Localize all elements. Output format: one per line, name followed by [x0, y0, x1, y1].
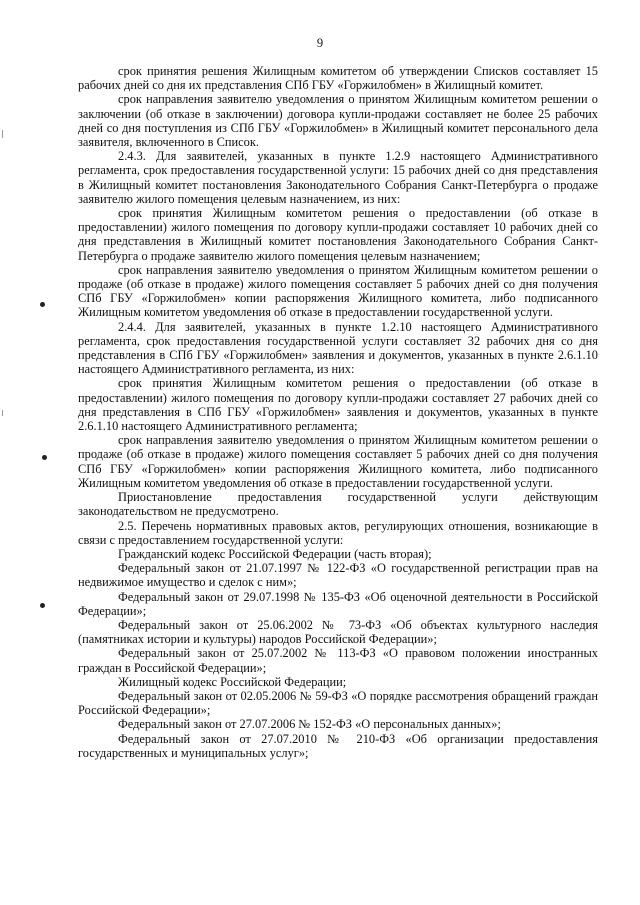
legal-act-152-fz: Федеральный закон от 27.07.2006 № 152-ФЗ «О персональных данных»;: [118, 717, 501, 732]
paragraph-notification-5-days-second: срок направления заявителю уведомления о принятом Жилищным комитетом решении о продаже (об отказе в продаже) жилого помещения составляет 5 рабочих дней со дня получения СПб ГБУ «Горжилобмен» копии распоряжения Жилищного комитета, либо подписанного Жилищным комитетом уведомления об отказе в предоставлении государственной услуги.: [78, 433, 598, 490]
document-body: [78, 64, 598, 760]
legal-act-73-fz: Федеральный закон от 25.06.2002 № 73-ФЗ «Об объектах культурного наследия (памятниках истории и культуры) народов Российской Федерации»;: [78, 617, 598, 647]
legal-act-210-fz: Федеральный закон от 27.07.2010 № 210-ФЗ «Об организации предоставления государственных и муниципальных услуг»;: [78, 731, 598, 760]
legal-act-59-fz: Федеральный закон от 02.05.2006 № 59-ФЗ «О порядке рассмотрения обращений граждан Российской Федерации»;: [78, 688, 598, 718]
legal-act-122-fz: Федеральный закон от 21.07.1997 № 122-ФЗ «О государственной регистрации прав на недвижимое имущество и сделок с ним»;: [78, 561, 598, 590]
paragraph-decision-10-days: срок принятия Жилищным комитетом решения о предоставлении (об отказе в предоставлении) жилого помещения по договору купли-продажи составляет 10 рабочих дней со дня представления в Жилищный комитет постановления Законодательного Собрания Санкт-Петербурга о продаже заявителю жилого помещения целевым назначением;: [78, 206, 598, 263]
margin-dot: [42, 455, 47, 460]
legal-act-housing-code: Жилищный кодекс Российской Федерации;: [118, 674, 347, 689]
scan-edge-mark: [2, 410, 3, 416]
paragraph-decision-27-days: срок принятия Жилищным комитетом решения о предоставлении (об отказе в предоставлении) жилого помещения по договору купли-продажи составляет 27 рабочих дней со дня представления в СПб ГБУ «Горжилобмен» заявления и документов, указанных в пункте 2.6.1.10 настоящего Административного регламента;: [78, 376, 598, 434]
scan-edge-mark: [2, 130, 3, 138]
page-number: 9: [316, 36, 324, 50]
paragraph-2-4-4: 2.4.4. Для заявителей, указанных в пункте 1.2.10 настоящего Административного регламента, срок предоставления государственной услуги составляет 32 рабочих дня со дня представления в СПб ГБУ «Горжилобмен» заявления и документов, указанных в пункте 2.6.1.10 настоящего Административного регламента, из них:: [78, 319, 598, 377]
paragraph-notification-25-days: срок направления заявителю уведомления о принятом Жилищным комитетом решении о заключении (об отказе в заключении) договора купли-продажи составляет не более 25 рабочих дней со дня поступления из СПб ГБУ «Горжилобмен» в Жилищный комитет персонального дела заявителя, включенного в Список.: [78, 92, 598, 150]
paragraph-suspension: Приостановление предоставления государственной услуги действующим законодательством не предусмотрено.: [78, 490, 598, 519]
paragraph-deadline-lists: срок принятия решения Жилищным комитетом об утверждении Списков составляет 15 рабочих дней со дня их представления СПб ГБУ «Горжилобмен» в Жилищный комитет.: [78, 64, 598, 93]
legal-act-113-fz: Федеральный закон от 25.07.2002 № 113-ФЗ «О правовом положении иностранных граждан в Российской Федерации»;: [78, 646, 598, 675]
paragraph-2-5-legal-acts: 2.5. Перечень нормативных правовых актов, регулирующих отношения, возникающие в связи с предоставлением государственной услуги:: [78, 518, 598, 547]
paragraph-2-4-3: 2.4.3. Для заявителей, указанных в пункте 1.2.9 настоящего Административного регламента, срок предоставления государственной услуги: 15 рабочих дней со дня представления в Жилищный комитет постановления Законодательного Собрания Санкт-Петербурга о продаже заявителю жилого помещения целевым назначением, из них:: [78, 149, 598, 206]
paragraph-notification-5-days: срок направления заявителю уведомления о принятом Жилищным комитетом решении о продаже (об отказе в продаже) жилого помещения составляет 5 рабочих дней со дня получения СПб ГБУ «Горжилобмен» копии распоряжения Жилищного комитета, либо подписанного Жилищным комитетом уведомления об отказе в предоставлении государственной услуги.: [78, 262, 598, 320]
margin-dot: [40, 302, 45, 307]
margin-dot: [40, 603, 45, 608]
legal-act-civil-code: Гражданский кодекс Российской Федерации (часть вторая);: [118, 546, 432, 561]
legal-act-135-fz: Федеральный закон от 29.07.1998 № 135-ФЗ «Об оценочной деятельности в Российской Федерации»;: [78, 589, 598, 618]
